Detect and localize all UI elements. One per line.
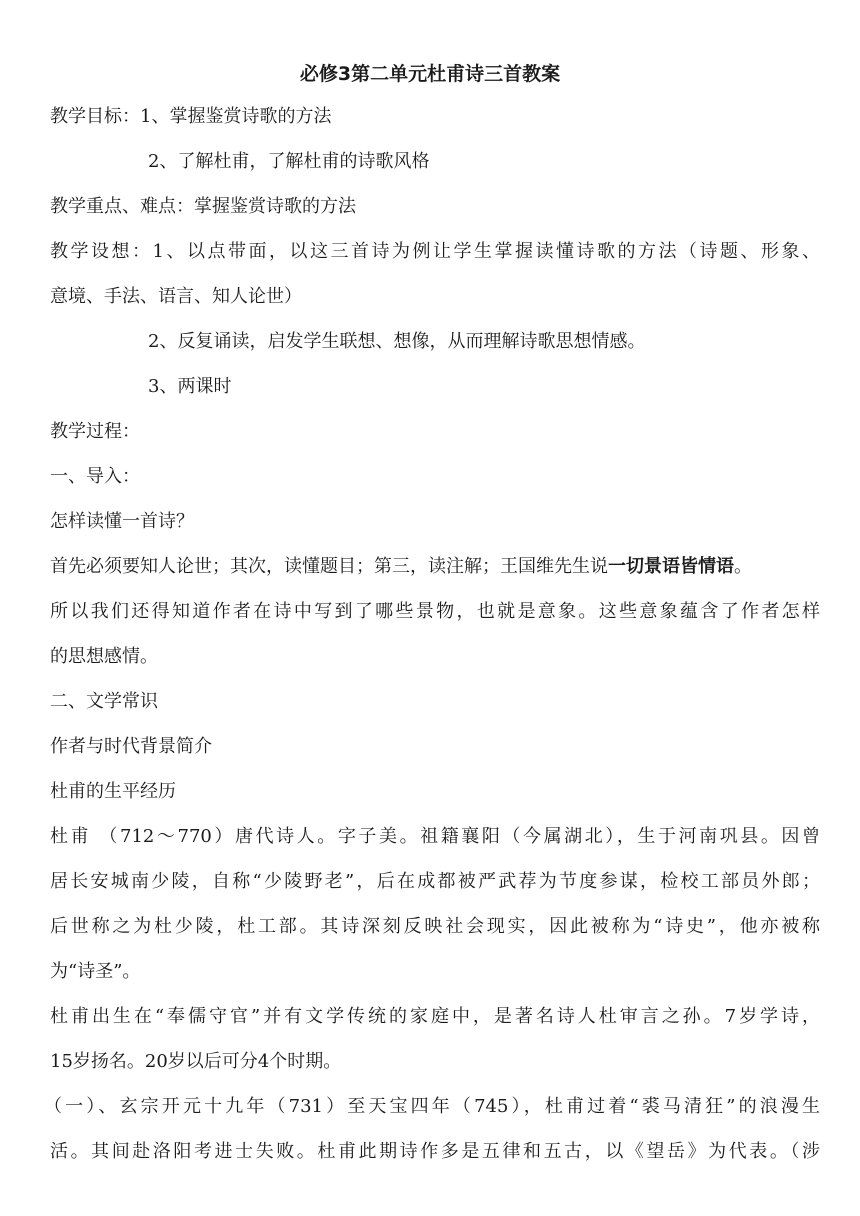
period-line-1: （一）、玄宗开元十九年（731）至天宝四年（745），杜甫过着“裘马清狂”的浪漫生 <box>44 1096 820 1117</box>
intro-answer-line-2: 所以我们还得知道作者在诗中写到了哪些景物，也就是意象。这些意象蕴含了作者怎样 <box>50 601 820 622</box>
emphasized-quote: 一切景语皆情语 <box>608 556 734 577</box>
bio-line-2: 居长安城南少陵，自称“少陵野老”，后在成都被严武荐为节度参谋，检校工部员外郎； <box>50 871 820 892</box>
family-line-2: 15岁扬名。20岁以后可分4个时期。 <box>50 1051 342 1072</box>
intro-answer-line-3: 的思想感情。 <box>50 646 158 667</box>
process-heading: 教学过程： <box>50 421 140 442</box>
document-title: 必修3第二单元杜甫诗三首教案 <box>299 63 561 85</box>
key-points: 教学重点、难点：掌握鉴赏诗歌的方法 <box>50 196 356 217</box>
period-line-2: 活。其间赴洛阳考进士失败。杜甫此期诗作多是五律和五古，以《望岳》为代表。（涉 <box>50 1141 820 1162</box>
bio-line-1: 杜甫 （712～770）唐代诗人。字子美。祖籍襄阳（今属湖北），生于河南巩县。因曾 <box>50 826 820 847</box>
design-line-4: 3、两课时 <box>148 376 232 397</box>
literature-subheading-2: 杜甫的生平经历 <box>50 781 176 802</box>
literature-heading: 二、文学常识 <box>50 691 158 712</box>
design-line-2: 意境、手法、语言、知人论世） <box>50 286 302 307</box>
intro-answer-line-1 <box>50 553 820 581</box>
intro-answer-text: 首先必须要知人论世；其次，读懂题目；第三，读注解；王国维先生说 <box>50 556 608 577</box>
family-line-1: 杜甫出生在“奉儒守官”并有文学传统的家庭中，是著名诗人杜审言之孙。7岁学诗， <box>50 1006 820 1027</box>
design-line-3: 2、反复诵读，启发学生联想、想像，从而理解诗歌思想情感。 <box>148 331 646 352</box>
intro-answer-period: 。 <box>734 556 752 577</box>
design-line-1: 教学设想：1、以点带面，以这三首诗为例让学生掌握读懂诗歌的方法（诗题、形象、 <box>50 241 820 262</box>
intro-heading: 一、导入： <box>50 466 140 487</box>
objectives-line-1: 教学目标：1、掌握鉴赏诗歌的方法 <box>50 106 332 127</box>
bio-line-4: 为“诗圣”。 <box>50 961 141 982</box>
intro-question: 怎样读懂一首诗？ <box>50 511 194 532</box>
objectives-line-2: 2、了解杜甫，了解杜甫的诗歌风格 <box>148 151 430 172</box>
bio-line-3: 后世称之为杜少陵，杜工部。其诗深刻反映社会现实，因此被称为“诗史”，他亦被称 <box>50 916 820 937</box>
literature-subheading-1: 作者与时代背景简介 <box>50 736 212 757</box>
